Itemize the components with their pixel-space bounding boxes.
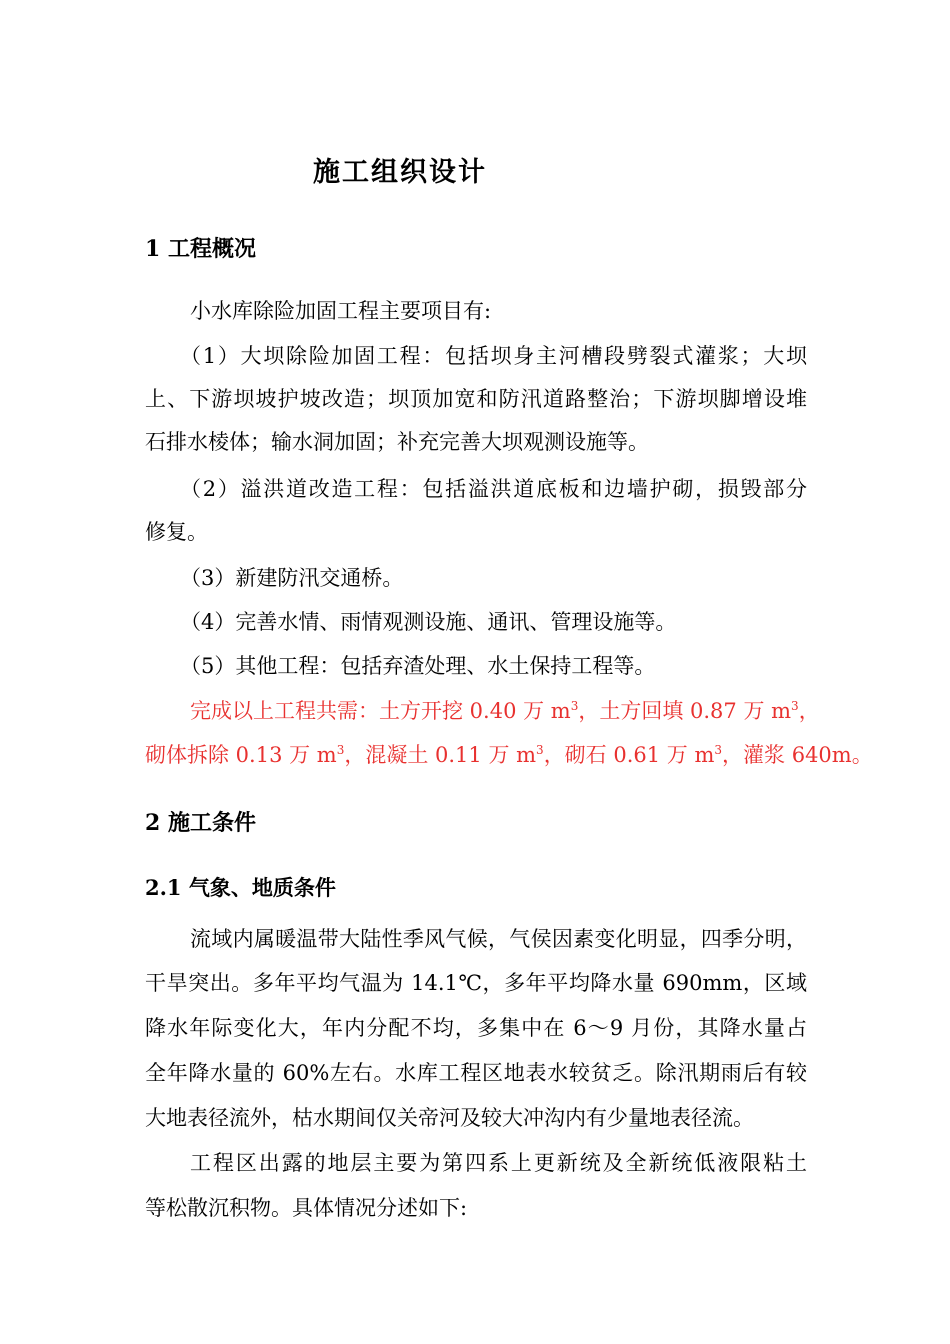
item-2-line-1: （2）溢洪道改造工程：包括溢洪道底板和边墙护砌，损毁部分 xyxy=(180,477,807,501)
superscript: 3 xyxy=(536,743,544,757)
summary-text: 完成以上工程共需：土方开挖 0.40 万 m xyxy=(190,699,571,723)
summary-text: ，砌石 0.61 万 m xyxy=(543,743,715,767)
paragraph-1-line-2: 干旱突出。多年平均气温为 14.1℃，多年平均降水量 690mm，区域 xyxy=(145,971,807,995)
section-1-intro: 小水库除险加固工程主要项目有: xyxy=(190,299,492,323)
paragraph-2-line-1: 工程区出露的地层主要为第四系上更新统及全新统低液限粘土 xyxy=(190,1151,807,1175)
item-5: （5）其他工程：包括弃渣处理、水土保持工程等。 xyxy=(180,654,656,678)
paragraph-1-line-4: 全年降水量的 60%左右。水库工程区地表水较贫乏。除汛期雨后有较 xyxy=(145,1061,807,1085)
summary-line-2 xyxy=(145,741,873,769)
paragraph-1-line-3: 降水年际变化大，年内分配不均，多集中在 6～9 月份，其降水量占 xyxy=(145,1016,807,1040)
item-4: （4）完善水情、雨情观测设施、通讯、管理设施等。 xyxy=(180,610,677,634)
section-2-1-heading: 2.1 气象、地质条件 xyxy=(145,875,336,900)
item-1-line-3: 石排水棱体；输水洞加固；补充完善大坝观测设施等。 xyxy=(145,430,649,454)
superscript: 3 xyxy=(791,699,799,713)
superscript: 3 xyxy=(336,743,345,757)
summary-text: ， xyxy=(798,699,820,723)
summary-text: ，土方回填 0.87 万 m xyxy=(578,699,792,723)
superscript: 3 xyxy=(570,699,579,713)
document-title: 施工组织设计 xyxy=(313,157,487,188)
item-3: （3）新建防汛交通桥。 xyxy=(180,566,404,590)
summary-text: 砌体拆除 0.13 万 m xyxy=(145,743,337,767)
paragraph-1-line-1: 流域内属暖温带大陆性季风气候，气侯因素变化明显，四季分明， xyxy=(190,927,807,951)
summary-text: ，混凝土 0.11 万 m xyxy=(344,743,537,767)
section-1-heading: 1 工程概况 xyxy=(145,236,256,262)
item-1-line-1: （1）大坝除险加固工程：包括坝身主河槽段劈裂式灌浆；大坝 xyxy=(180,344,807,368)
paragraph-2-line-2: 等松散沉积物。具体情况分述如下: xyxy=(145,1196,468,1220)
item-2-line-2: 修复。 xyxy=(145,520,208,544)
section-2-heading: 2 施工条件 xyxy=(145,810,256,836)
paragraph-1-line-5: 大地表径流外，枯水期间仅关帝河及较大冲沟内有少量地表径流。 xyxy=(145,1106,754,1130)
summary-line-1 xyxy=(190,697,820,725)
item-1-line-2: 上、下游坝坡护坡改造；坝顶加宽和防汛道路整治；下游坝脚增设堆 xyxy=(145,387,807,411)
superscript: 3 xyxy=(714,743,723,757)
summary-text: ，灌浆 640m。 xyxy=(722,743,873,767)
